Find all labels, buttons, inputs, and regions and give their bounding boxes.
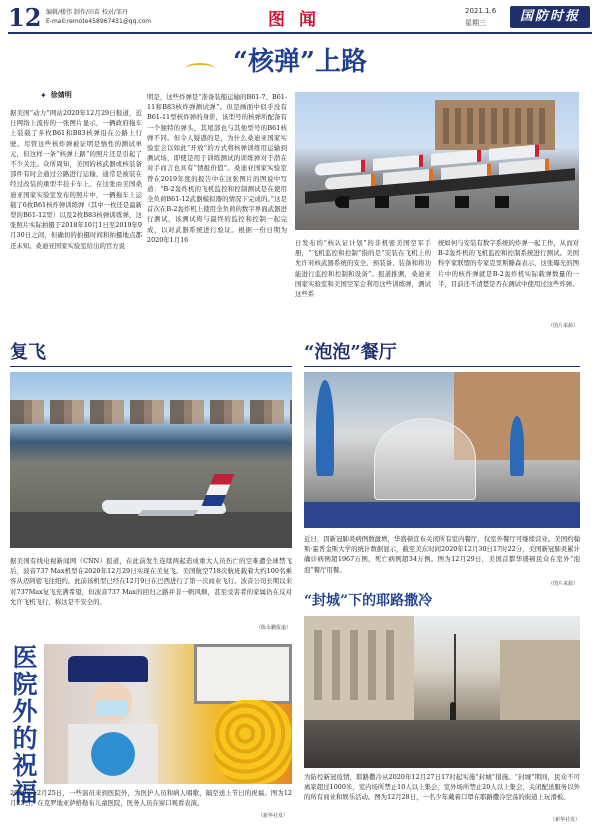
flight-caption: 据美国有线电视新闻网（CNN）报道，在此前发生连续两起造成重大人员伤亡的空难遭全球禁飞后，波音737 Max机型在2020年12月29日实现在美复飞。美国航空718次航班载着大约100名乘客从迈阿密飞往纽约。此前该机型已经在12月9日在巴西进行了第一次商业飞行。波音公司长期以来对737Max复飞充满希望，但波音737 Max的回归之路并非一帆风顺，甚至受害者的家属仍在反对允许飞机飞行，称这是不安全的。 — [10, 557, 292, 606]
paper-name: 国防时报 — [519, 9, 580, 24]
main-col-2: 明是，这些炸弹是“准备装船运输的B61-7、B61-11和B83核炸弹测试弹”。但是画面中似乎没有B61-11型核炸弹的身影，该型号的核弹所配备有一个独特的弹头，其尾部也与其他型号的B61核弹不同。但令人疑惑的是，为什么桑迪亚国家实验室会以如此“开放”的方式将核弹训练用运输到测试场，即使是用于训练测试的训练弹对于潜在对手而言也具有“情报价值”。桑迪亚国家实验室曾在2019年度的报告中在这张图片的图说中写道：“B-2轰炸机的飞机监控和控制测试是在使用全负荷B61-12武器模拟器的情况下完成的。”这是首次在B-2轰炸机上使用全负荷的数字界面武器进行测试，该测试将与最终的监控和控制一起完成，以对武器系统进行验证。根据一份日期为2020年1月16 — [147, 93, 287, 244]
bubble-title: “泡泡”餐厅 — [304, 342, 397, 363]
yellow-wig — [214, 700, 292, 784]
hospital-credit: （新华社发） — [258, 813, 289, 819]
hospital-caption: 2020年12月25日，一些演员来到医院外，为医护人员和病人唱歌，隔空送上节日的祝福。图为12月25日，在克罗地亚萨格勒布儿童医院，医务人员在窗口观看表演。 — [10, 789, 292, 808]
header-rule — [8, 32, 592, 34]
title-swash-left — [185, 63, 215, 75]
main-credit: （图片来源） — [548, 323, 579, 329]
building-windows — [443, 108, 547, 144]
umbrella-right — [510, 416, 524, 476]
lockdown-caption: 为防控新冠疫情，耶路撒冷从2020年12月27日17时起实施“封城”措施。“封城”期间，民众不可离家超过1000米，室内场所禁止10人以上集会，室外场所禁止20人以上集会，关闭配送服务以外的所有商业和娱乐活动。图为12月28日，一名少年戴着口罩在耶路撒冷空荡的街道上玩滑板。 — [304, 773, 580, 802]
left-building-windows — [314, 630, 404, 700]
main-col-4: 统如何与安装有数字系统的炸弹一起工作，从而对B-2轰炸机的飞机监控和控制系统进行测试。美国科学家联盟的专家克里斯滕森表示，这张曝光的图片中的核炸弹就是B-2轰炸机实际载弹数量的一半，目前还不清楚是否在测试中使用过这些炸弹。 — [438, 239, 579, 288]
umbrella-left — [316, 380, 334, 476]
bubble-title-bar — [304, 342, 580, 367]
author-line — [40, 90, 72, 100]
lockdown-title-bar — [304, 590, 580, 614]
main-col-1: 据美国“动力”网站2020年12月29日报道，近日网络上流传的一张图片显示，一辆政府拖车上装载了多枚B61和B83核弹沿在公路上行驶。尽管这些核炸弹被证明是惰性的测试单元，但这样一条“核弹上路”的照片还是引起了不少关注。众所周知，美国的核武器或核装备部件有时会通过公路进行运输，通常是被装在经过改装的重型半挂卡车上。在这张由美国桑迪亚国家实验室发布的照片中，一辆拖车上运载了6枚B61核炸弹训练弹（其中一枚还是最新型的B61-12型）以及2枚B83核弹训练弹，这张照片实际拍摄于2018年10月1日至2019年9月30日之间，但确切的拍摄时间和拍摄地点都还未知。桑迪亚国家实验室给出的官方说 — [10, 109, 142, 250]
flight-title-bar — [10, 342, 292, 367]
main-title-bar — [205, 45, 395, 79]
trailer-wheels — [335, 196, 535, 208]
header-credits: 编辑/楼伟 制作/田苗 校对/邹丹 — [46, 9, 128, 16]
main-col-3: 日发布的“核认证计划”的非机密美国空军手册，“飞机监控和控制”指的是“安装在飞机上的允许对核武器系统的安全、预装备、装备和将功能进行监控和控制和设备”。报道推测，桑迪亚国家实验室和美国空军会利用这些训练弹，测试这些系 — [295, 239, 431, 299]
hospital-title — [10, 644, 40, 806]
hospital-title-char: 福 — [12, 778, 38, 807]
flight-credit: （陈永鹏报道） — [256, 625, 292, 631]
blue-barrier — [304, 502, 580, 528]
performer-mask — [96, 700, 128, 716]
runway — [10, 512, 292, 548]
jerusalem-street-photo — [304, 616, 580, 768]
header-weekday: 星期三 — [465, 19, 486, 27]
header-email: E-mail:remote458967431@qq.com — [46, 18, 152, 25]
performer-hat — [68, 656, 148, 682]
performer-collar — [68, 724, 158, 784]
hospital-title-char: 医 — [12, 643, 38, 672]
hospital-performers-photo — [44, 644, 292, 784]
city-skyline — [10, 400, 292, 424]
bubble-credit: （图片来源） — [548, 581, 579, 587]
bubble-dome — [374, 418, 476, 500]
hospital-title-char: 院 — [12, 670, 38, 699]
header-date: 2021.1.6 — [465, 7, 497, 15]
hospital-title-char: 外 — [12, 697, 38, 726]
plane-tail — [202, 474, 235, 506]
section-name: 图闻 — [268, 10, 330, 30]
right-building — [500, 640, 580, 720]
hospital-title-char: 祝 — [12, 751, 38, 780]
lockdown-title: “封城”下的耶路撒冷 — [304, 593, 433, 609]
missile-trailer-photo — [295, 92, 579, 230]
window-frame — [194, 644, 292, 704]
flight-title: 复飞 — [10, 342, 46, 363]
hospital-title-char: 的 — [12, 724, 38, 753]
lockdown-credit: （新华社发） — [550, 817, 581, 823]
bubble-caption: 近日，因新冠肺炎病例数激增，华盛顿宣布关闭所有室内餐厅，仅室外餐厅可继续营业。美国约翰斯·霍普金斯大学的统计数据显示，截至美东时间2020年12月30日17时22分，美国新冠肺炎累计确诊病例超1967万例，死亡病例超34万例。图为12月29日，美国首都华盛顿民众在室外“泡泡”餐厅用餐。 — [304, 535, 580, 574]
street-surface — [304, 720, 580, 768]
author-star-icon: ✦ — [40, 90, 47, 100]
paper-logo — [510, 6, 590, 28]
bubble-restaurant-photo — [304, 372, 580, 528]
plane-photo — [10, 372, 292, 548]
main-title: “核弹”上路 — [233, 47, 367, 77]
author-name: 徐婧明 — [50, 91, 72, 99]
page-number: 12 — [8, 3, 42, 32]
page-header — [0, 0, 600, 40]
plane-wing — [137, 510, 198, 516]
